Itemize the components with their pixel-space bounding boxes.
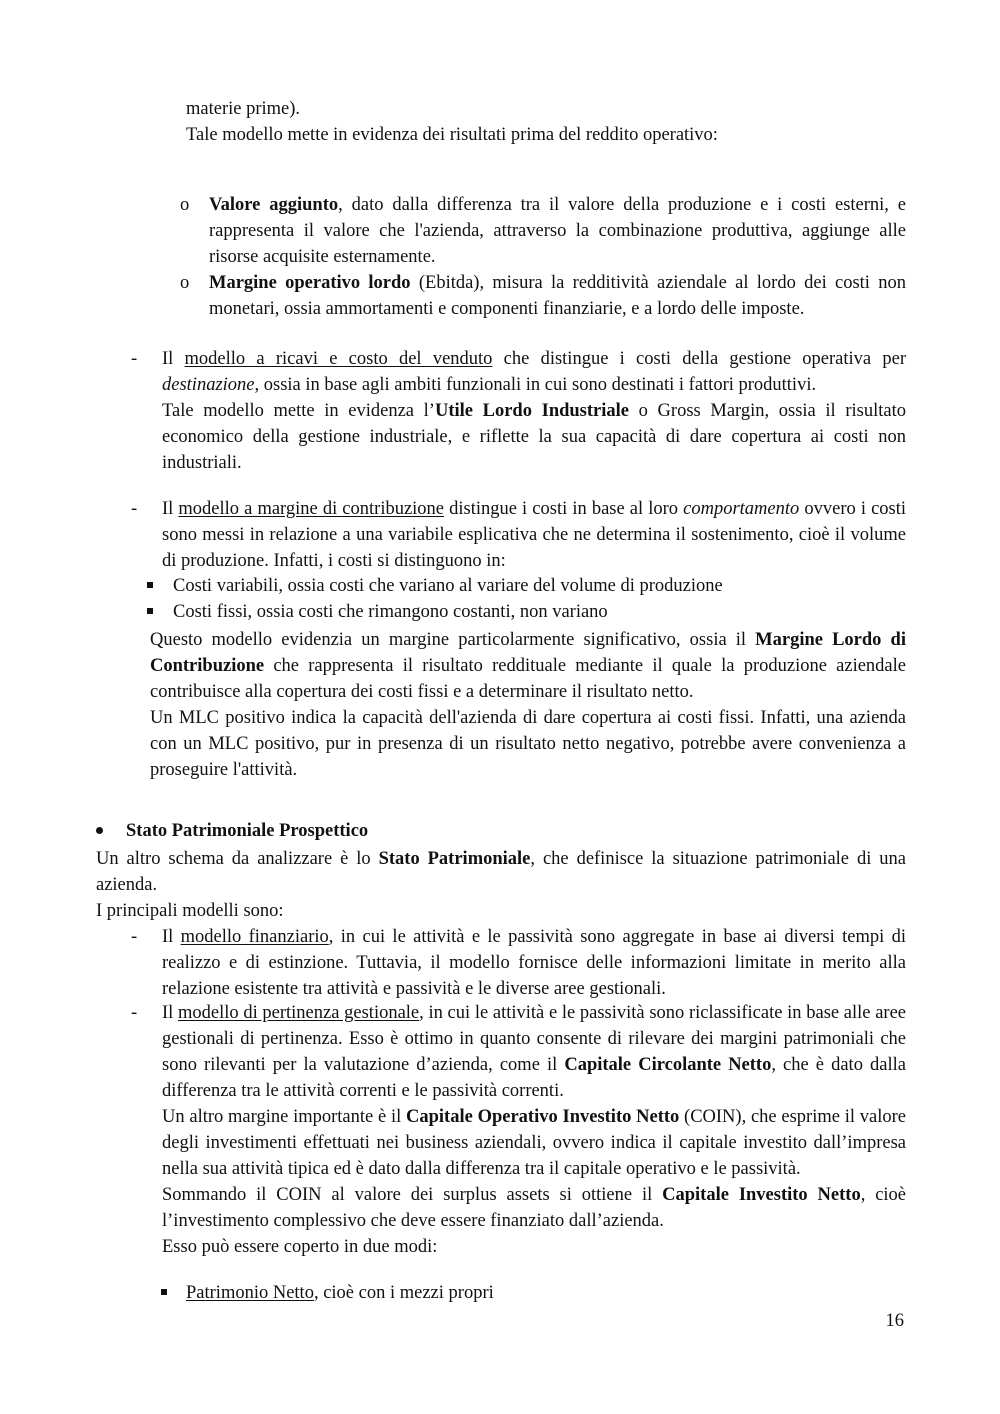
text: che distingue i costi della gestione operativa per xyxy=(492,349,906,369)
term: Utile Lordo Industriale xyxy=(434,401,629,421)
list-item xyxy=(178,270,906,322)
top-text xyxy=(186,96,906,148)
text: che rappresenta il risultato reddituale mediante il quale la produzione aziendale contribuisce alla copertura dei costi fissi e a determinare il risultato netto. xyxy=(150,656,906,702)
term: Capitale Operativo Investito Netto xyxy=(406,1107,680,1127)
text: Questo modello evidenzia un margine particolarmente significativo, ossia il xyxy=(150,630,756,650)
text: , ossia in base agli ambiti funzionali in cui sono destinati i fattori produttivi. xyxy=(254,375,817,395)
square-bullet-icon xyxy=(161,1289,167,1295)
text: , che è dato dalla differenza tra le attività correnti e le passività correnti. xyxy=(162,1055,906,1101)
text: I principali modelli sono: xyxy=(96,901,284,921)
text: , cioè l’investimento complessivo che deve essere finanziato dall’azienda. xyxy=(162,1185,907,1231)
text: Esso può essere coperto in due modi: xyxy=(162,1237,438,1257)
text: Il xyxy=(162,1003,178,1023)
text: o Gross Margin, ossia il risultato economico della gestione industriale, e riflette la sua capacità di dare copertura ai costi non industriali. xyxy=(162,401,906,473)
text: Il xyxy=(162,927,181,947)
term: Valore aggiunto xyxy=(209,195,339,215)
text: Sommando il COIN al valore dei surplus assets si ottiene il xyxy=(162,1185,663,1205)
section-intro xyxy=(96,846,906,924)
term: Stato Patrimoniale xyxy=(378,849,531,869)
list-item-text: Costi fissi, ossia costi che rimangono costanti, non variano xyxy=(173,602,608,622)
dash-item-contribuzione xyxy=(131,496,907,574)
text: Tale modello mette in evidenza l’ xyxy=(162,401,435,421)
model-name: modello finanziario xyxy=(180,927,329,947)
term: Margine Lordo di Contribuzione xyxy=(150,630,906,676)
dash-bullet-icon: - xyxy=(131,499,138,519)
dash-item-pertinenza xyxy=(131,1000,907,1260)
definition: (Ebitda), misura la redditività aziendale al lordo dei costi non monetari, ossia ammortamenti e componenti finanziarie, e a lordo delle imposte. xyxy=(209,273,906,319)
circle-bullet-icon: o xyxy=(180,273,190,293)
list-item-text: Costi variabili, ossia costi che variano al variare del volume di produzione xyxy=(173,576,723,596)
definition: , dato dalla differenza tra il valore della produzione e i costi esterni, e rappresenta il valore che l'azienda, attraverso la combinazione produttiva, aggiunge alle risorse acquisite esternamente. xyxy=(209,195,906,267)
text: Il xyxy=(162,349,185,369)
list-item xyxy=(146,599,906,625)
emphasis: destinazione xyxy=(162,375,255,395)
text: Un altro schema da analizzare è lo xyxy=(96,849,379,869)
list-item xyxy=(178,192,906,270)
square-bullet-icon xyxy=(147,608,153,614)
square-list xyxy=(146,573,906,625)
text: (COIN), che esprime il valore degli investimenti effettuati nei business aziendali, ovvero indica il capitale investito dall’impresa nella sua attività tipica ed è dato dalla differenza tra il capitale operativo e le passività. xyxy=(162,1107,906,1179)
model-name: modello a margine di contribuzione xyxy=(178,499,445,519)
text: , in cui le attività e le passività sono aggregate in base ai diversi tempi di realizzo e di estinzione. Tuttavia, il modello fornisce delle informazioni limitate in merito alla relazione esistente tra attività e passività e le diverse aree gestionali. xyxy=(162,927,906,999)
text: Un altro margine importante è il xyxy=(162,1107,407,1127)
text: , che definisce la situazione patrimoniale di una azienda. xyxy=(96,849,906,895)
section-title: Stato Patrimoniale Prospettico xyxy=(126,821,369,841)
list-item xyxy=(146,573,906,599)
text-line: Tale modello mette in evidenza dei risultati prima del reddito operativo: xyxy=(186,125,718,145)
o-list xyxy=(178,192,906,322)
dash-item-finanziario xyxy=(131,924,906,1002)
emphasis: comportamento xyxy=(683,499,800,519)
model-name: modello di pertinenza gestionale xyxy=(178,1003,420,1023)
square-bullet-icon xyxy=(147,582,153,588)
circle-bullet-icon: o xyxy=(180,195,190,215)
mlc-paragraph xyxy=(150,627,906,783)
text: Un MLC positivo indica la capacità dell'azienda di dare copertura ai costi fissi. Infatti, una azienda con un MLC positivo, pur in presenza di un risultato netto negativo, potrebbe avere convenienza a proseguire l'attività. xyxy=(150,708,906,780)
bullet-icon xyxy=(96,827,103,834)
text: distingue i costi in base al loro xyxy=(444,499,684,519)
text: ovvero i costi sono messi in relazione a una variabile esplicativa che ne determina il sostenimento, cioè il volume di produzione. Infatti, i costi si distinguono in: xyxy=(162,499,907,571)
list-item xyxy=(160,1280,906,1306)
text: , in cui le attività e le passività sono riclassificate in base alle aree gestionali di pertinenza. Esso è ottimo in quanto consente di rilevare dei margini patrimoniali che sono rilevanti per la valutazione d’azienda, come il xyxy=(162,1003,906,1075)
text-line: materie prime). xyxy=(186,99,301,119)
dash-item-ricavi xyxy=(131,346,906,476)
term: Capitale Investito Netto xyxy=(662,1185,861,1205)
term: Capitale Circolante Netto xyxy=(564,1055,772,1075)
term: Patrimonio Netto xyxy=(186,1283,314,1303)
dash-bullet-icon: - xyxy=(131,349,138,369)
model-name: modello a ricavi e costo del venduto xyxy=(184,349,493,369)
term: Margine operativo lordo xyxy=(209,273,411,293)
page-number: 16 xyxy=(885,1311,904,1331)
dash-bullet-icon: - xyxy=(131,1003,138,1023)
text: Il xyxy=(162,499,179,519)
text: , cioè con i mezzi propri xyxy=(313,1283,494,1303)
dash-bullet-icon: - xyxy=(131,927,138,947)
